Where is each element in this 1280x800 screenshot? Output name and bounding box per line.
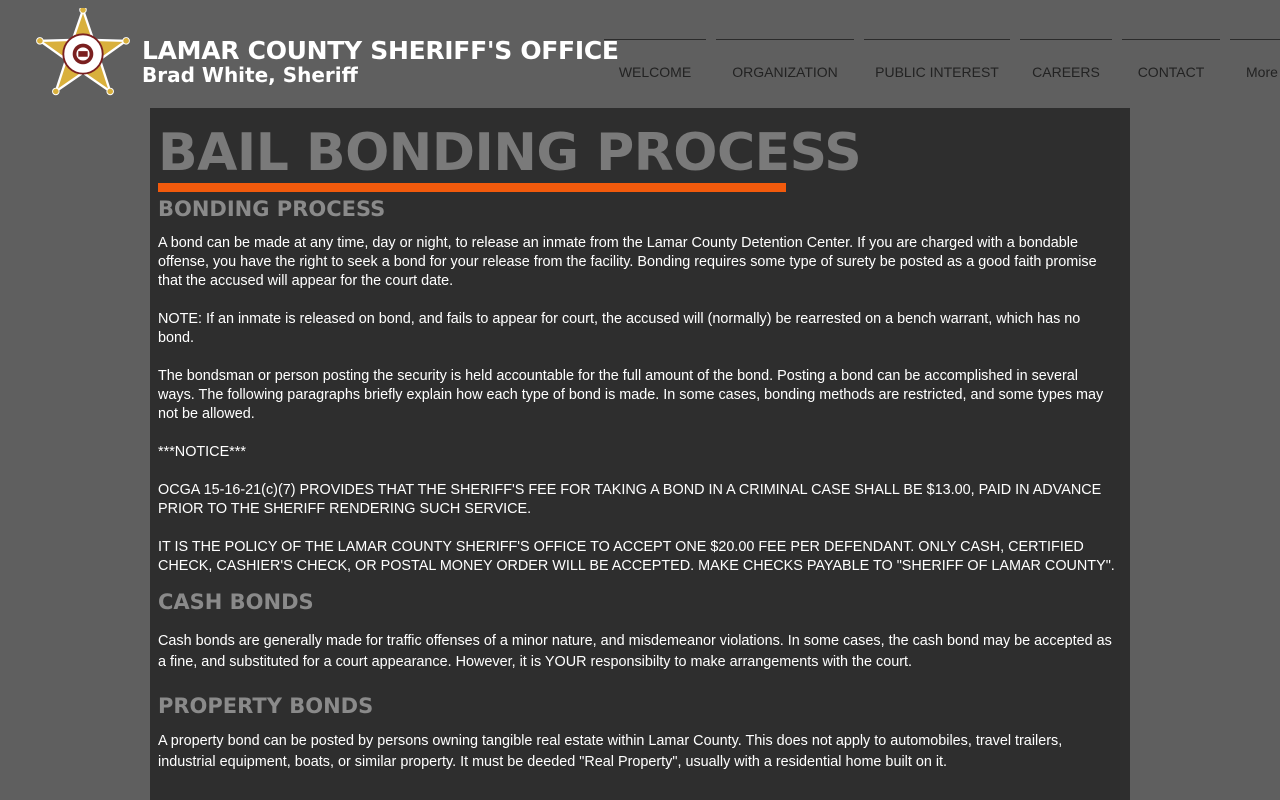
nav-item-more[interactable]: More: [1230, 39, 1280, 88]
seal-shape: [63, 34, 102, 73]
site-subtitle: Brad White, Sheriff: [142, 63, 358, 87]
title-underline: [158, 183, 786, 192]
section-heading-property-bonds: PROPERTY BONDS: [158, 694, 374, 718]
paragraph-property-bonds: A property bond can be posted by persons owning tangible real estate within Lamar County. This does not apply to automobiles, travel trailers, industrial equipment, boats, or similar property. It must be deeded "Real Property", usually with a residential home built on it.: [158, 733, 1063, 770]
nav-item-contact[interactable]: CONTACT: [1122, 39, 1220, 88]
paragraph-bonding-intro: A bond can be made at any time, day or night, to release an inmate from the Lamar County Detention Center. If you are charged with a bondable offense, you have the right to seek a bond for your release from the facility. Bonding requires some type of surety be posted as a good faith promise that the accused will appear for the court date.: [158, 235, 1097, 289]
sheriff-star-badge-icon[interactable]: [36, 8, 130, 98]
content-panel: [150, 108, 1130, 800]
nav-item-welcome[interactable]: WELCOME: [604, 39, 706, 88]
main-nav: [604, 39, 1280, 89]
nav-item-organization[interactable]: ORGANIZATION: [716, 39, 854, 88]
site-title: LAMAR COUNTY SHERIFF'S OFFICE: [142, 36, 619, 65]
nav-item-careers[interactable]: CAREERS: [1020, 39, 1112, 88]
nav-item-public-interest[interactable]: PUBLIC INTEREST: [864, 39, 1010, 88]
section-heading-cash-bonds: CASH BONDS: [158, 590, 314, 614]
content-body: [158, 195, 1118, 773]
paragraph-fee-policy: IT IS THE POLICY OF THE LAMAR COUNTY SHERIFF'S OFFICE TO ACCEPT ONE $20.00 FEE PER DEFENDANT. ONLY CASH, CERTIFIED CHECK, CASHIER'S CHECK, OR POSTAL MONEY ORDER WILL BE ACCEPTED. MAKE CHECKS PAYABLE TO "SHERIFF OF LAMAR COUNTY".: [158, 539, 1115, 574]
paragraph-bonding-accountability: The bondsman or person posting the security is held accountable for the full amount of the bond. Posting a bond can be accomplished in several ways. The following paragraphs briefly explain how each type of bond is made. In some cases, bonding methods are restricted, and some types may not be allowed.: [158, 368, 1104, 422]
paragraph-notice: ***NOTICE***: [158, 444, 246, 460]
paragraph-ocga-fee: OCGA 15-16-21(c)(7) PROVIDES THAT THE SHERIFF'S FEE FOR TAKING A BOND IN A CRIMINAL CASE SHALL BE $13.00, PAID IN ADVANCE PRIOR TO THE SHERIFF RENDERING SUCH SERVICE.: [158, 482, 1102, 517]
section-heading-bonding-process: BONDING PROCESS: [158, 197, 386, 221]
paragraph-bonding-note: NOTE: If an inmate is released on bond, and fails to appear for court, the accused will (normally) be rearrested on a bench warrant, which has no bond.: [158, 311, 1081, 346]
page-title: BAIL BONDING PROCESS: [158, 123, 862, 183]
paragraph-cash-bonds: Cash bonds are generally made for traffic offenses of a minor nature, and misdemeanor violations. In some cases, the cash bond may be accepted as a fine, and substituted for a court appearance. However, it is YOUR responsibilty to make arrangements with the court.: [158, 633, 1112, 670]
